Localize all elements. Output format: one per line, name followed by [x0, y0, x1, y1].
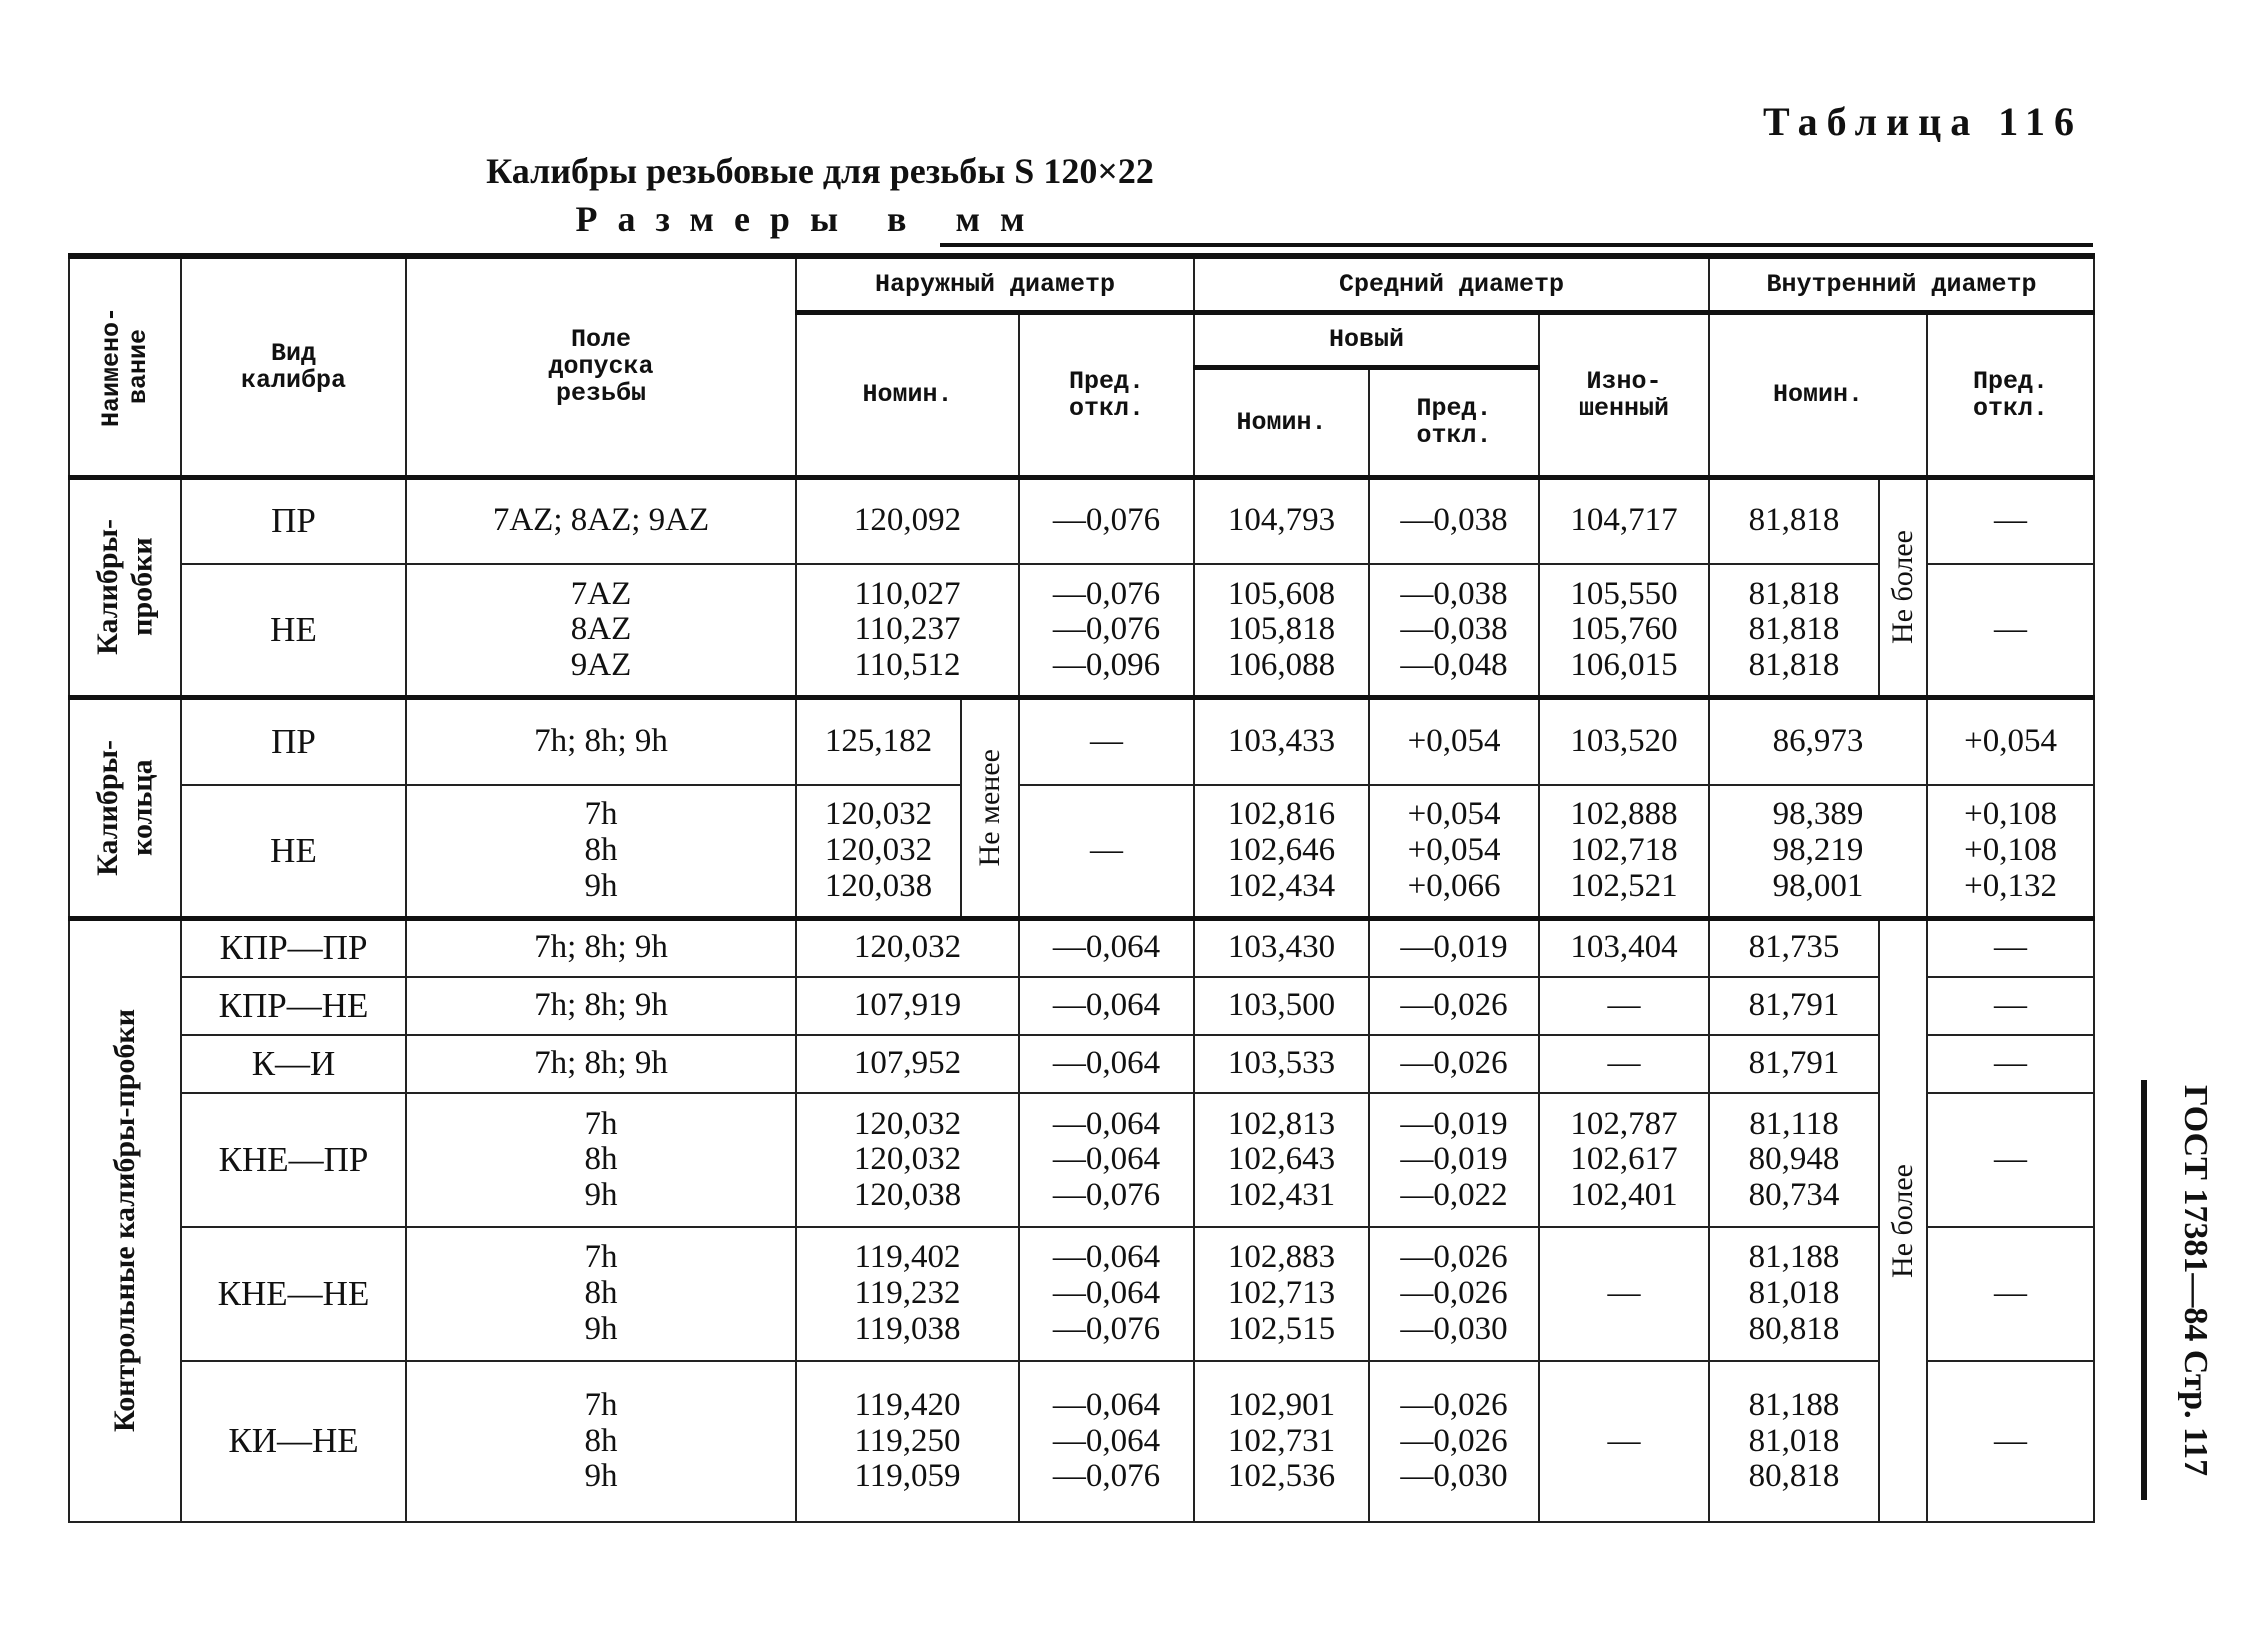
cell-kind: КПР—НЕ — [181, 977, 406, 1035]
cell-kind: НЕ — [181, 785, 406, 919]
cell-mid-nominal: 103,500 — [1194, 977, 1369, 1035]
cell-mid-dev: —0,038 — [1369, 477, 1539, 564]
header-outer-diameter: Наружный диаметр — [796, 256, 1194, 312]
cell-outer-nominal: 110,027 110,237 110,512 — [796, 564, 1019, 698]
cell-outer-dev: —0,064 —0,064 —0,076 — [1019, 1361, 1194, 1522]
cell-outer-dev: —0,064 —0,064 —0,076 — [1019, 1227, 1194, 1361]
standard-footer: ГОСТ 17381—84 Стр. 117 — [2177, 1085, 2214, 1477]
table-row — [69, 1035, 2094, 1093]
cell-mid-nominal: 102,901 102,731 102,536 — [1194, 1361, 1369, 1522]
table-label: Таблица 116 — [1762, 99, 2083, 144]
cell-mid-worn: 104,717 — [1539, 477, 1709, 564]
cell-outer-nominal: 120,032 120,032 120,038 — [796, 1093, 1019, 1227]
cell-mid-dev: —0,026 —0,026 —0,030 — [1369, 1361, 1539, 1522]
cell-field: 7h; 8h; 9h — [406, 1035, 796, 1093]
header-name: Наимено- вание — [69, 256, 181, 477]
cell-mid-worn: 105,550 105,760 106,015 — [1539, 564, 1709, 698]
cell-inner-dev: — — [1927, 918, 2094, 976]
cell-outer-nominal: 125,182 — [796, 698, 961, 785]
header-worn: Изно- шенный — [1539, 312, 1709, 477]
cell-mid-nominal: 105,608 105,818 106,088 — [1194, 564, 1369, 698]
cell-kind: НЕ — [181, 564, 406, 698]
cell-inner-nominal: 81,188 81,018 80,818 — [1709, 1361, 1879, 1522]
cell-inner-nominal: 86,973 — [1709, 698, 1927, 785]
table-row — [69, 564, 2094, 698]
cell-outer-dev: —0,064 — [1019, 918, 1194, 976]
side-divider — [2141, 1080, 2147, 1500]
cell-inner-dev: — — [1927, 977, 2094, 1035]
cell-kind: ПР — [181, 698, 406, 785]
header-outer-nominal: Номин. — [796, 312, 1019, 477]
cell-field: 7h 8h 9h — [406, 1227, 796, 1361]
table-row — [69, 1361, 2094, 1522]
table-row — [69, 477, 2094, 564]
cell-outer-nominal: 120,032 120,032 120,038 — [796, 785, 961, 919]
cell-inner-nominal: 81,188 81,018 80,818 — [1709, 1227, 1879, 1361]
header-new: Новый — [1194, 312, 1539, 367]
cell-mid-nominal: 102,816 102,646 102,434 — [1194, 785, 1369, 919]
cell-inner-dev: — — [1927, 1093, 2094, 1227]
cell-outer-dev: —0,076 — [1019, 477, 1194, 564]
group-control-plugs: Контрольные калибры-пробки — [69, 918, 181, 1522]
cell-outer-nominal: 120,032 — [796, 918, 1019, 976]
top-rule — [940, 243, 2093, 247]
cell-inner-nominal: 81,735 — [1709, 918, 1879, 976]
header-mid-nominal: Номин. — [1194, 367, 1369, 477]
group-plugs: Калибры- пробки — [69, 477, 181, 698]
note-not-more: Не более — [1879, 918, 1927, 1522]
cell-outer-dev: —0,064 — [1019, 1035, 1194, 1093]
note-not-less: Не менее — [961, 698, 1019, 919]
cell-mid-worn: 102,787 102,617 102,401 — [1539, 1093, 1709, 1227]
cell-inner-nominal: 81,818 — [1709, 477, 1879, 564]
table-row — [69, 918, 2094, 976]
table-row — [69, 977, 2094, 1035]
cell-mid-dev: —0,026 — [1369, 977, 1539, 1035]
cell-inner-dev: +0,054 — [1927, 698, 2094, 785]
cell-field: 7AZ 8AZ 9AZ — [406, 564, 796, 698]
header-kind: Вид калибра — [181, 256, 406, 477]
cell-mid-nominal: 104,793 — [1194, 477, 1369, 564]
cell-field: 7h; 8h; 9h — [406, 977, 796, 1035]
cell-mid-worn: — — [1539, 1035, 1709, 1093]
table-row — [69, 1093, 2094, 1227]
cell-mid-dev: —0,019 — [1369, 918, 1539, 976]
cell-inner-dev: +0,108 +0,108 +0,132 — [1927, 785, 2094, 919]
cell-mid-nominal: 103,533 — [1194, 1035, 1369, 1093]
header-mid-dev: Пред. откл. — [1369, 367, 1539, 477]
cell-mid-worn: — — [1539, 1361, 1709, 1522]
cell-mid-dev: —0,026 —0,026 —0,030 — [1369, 1227, 1539, 1361]
cell-outer-nominal: 119,402 119,232 119,038 — [796, 1227, 1019, 1361]
cell-inner-nominal: 98,389 98,219 98,001 — [1709, 785, 1927, 919]
cell-outer-dev: —0,076 —0,076 —0,096 — [1019, 564, 1194, 698]
cell-outer-nominal: 120,092 — [796, 477, 1019, 564]
group-rings: Калибры- кольца — [69, 698, 181, 919]
cell-outer-dev: —0,064 —0,064 —0,076 — [1019, 1093, 1194, 1227]
cell-mid-dev: +0,054 +0,054 +0,066 — [1369, 785, 1539, 919]
table-row — [69, 698, 2094, 785]
cell-mid-worn: — — [1539, 977, 1709, 1035]
header-field: Поле допуска резьбы — [406, 256, 796, 477]
cell-kind: ПР — [181, 477, 406, 564]
cell-field: 7h 8h 9h — [406, 785, 796, 919]
table-row — [69, 1227, 2094, 1361]
document-title: Калибры резьбовые для резьбы S 120×22 — [486, 151, 1154, 191]
cell-field: 7AZ; 8AZ; 9AZ — [406, 477, 796, 564]
cell-outer-nominal: 107,952 — [796, 1035, 1019, 1093]
cell-inner-dev: — — [1927, 564, 2094, 698]
cell-outer-nominal: 107,919 — [796, 977, 1019, 1035]
cell-outer-nominal: 119,420 119,250 119,059 — [796, 1361, 1019, 1522]
cell-mid-dev: —0,019 —0,019 —0,022 — [1369, 1093, 1539, 1227]
cell-outer-dev: — — [1019, 698, 1194, 785]
cell-mid-dev: +0,054 — [1369, 698, 1539, 785]
cell-field: 7h; 8h; 9h — [406, 698, 796, 785]
cell-mid-nominal: 103,430 — [1194, 918, 1369, 976]
header-inner-diameter: Внутренний диаметр — [1709, 256, 2094, 312]
cell-inner-nominal: 81,791 — [1709, 1035, 1879, 1093]
cell-field: 7h; 8h; 9h — [406, 918, 796, 976]
cell-kind: КНЕ—НЕ — [181, 1227, 406, 1361]
cell-inner-nominal: 81,118 80,948 80,734 — [1709, 1093, 1879, 1227]
cell-mid-dev: —0,026 — [1369, 1035, 1539, 1093]
note-not-more: Не более — [1879, 477, 1927, 698]
cell-mid-worn: 103,404 — [1539, 918, 1709, 976]
header-inner-dev: Пред. откл. — [1927, 312, 2094, 477]
units-caption: Размеры в мм — [575, 199, 1045, 239]
cell-mid-dev: —0,038 —0,038 —0,048 — [1369, 564, 1539, 698]
header-inner-nominal: Номин. — [1709, 312, 1927, 477]
cell-inner-dev: — — [1927, 477, 2094, 564]
cell-mid-nominal: 102,883 102,713 102,515 — [1194, 1227, 1369, 1361]
cell-field: 7h 8h 9h — [406, 1361, 796, 1522]
cell-inner-nominal: 81,818 81,818 81,818 — [1709, 564, 1879, 698]
cell-mid-worn: — — [1539, 1227, 1709, 1361]
cell-kind: КПР—ПР — [181, 918, 406, 976]
cell-kind: КИ—НЕ — [181, 1361, 406, 1522]
cell-mid-nominal: 103,433 — [1194, 698, 1369, 785]
header-outer-dev: Пред. откл. — [1019, 312, 1194, 477]
cell-outer-dev: — — [1019, 785, 1194, 919]
cell-field: 7h 8h 9h — [406, 1093, 796, 1227]
header-middle-diameter: Средний диаметр — [1194, 256, 1709, 312]
cell-inner-dev: — — [1927, 1361, 2094, 1522]
cell-outer-dev: —0,064 — [1019, 977, 1194, 1035]
cell-inner-nominal: 81,791 — [1709, 977, 1879, 1035]
cell-inner-dev: — — [1927, 1035, 2094, 1093]
gauge-dimensions-table — [68, 253, 2095, 1523]
table-row — [69, 785, 2094, 919]
cell-kind: К—И — [181, 1035, 406, 1093]
cell-mid-nominal: 102,813 102,643 102,431 — [1194, 1093, 1369, 1227]
cell-mid-worn: 103,520 — [1539, 698, 1709, 785]
cell-inner-dev: — — [1927, 1227, 2094, 1361]
cell-kind: КНЕ—ПР — [181, 1093, 406, 1227]
cell-mid-worn: 102,888 102,718 102,521 — [1539, 785, 1709, 919]
